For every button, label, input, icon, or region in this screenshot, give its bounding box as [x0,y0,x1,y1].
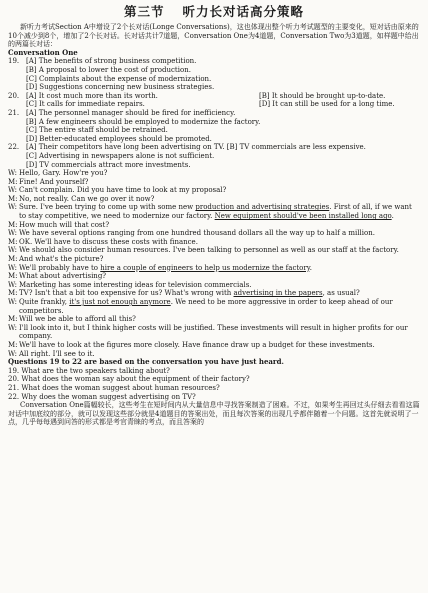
dialogue-line [8,264,420,273]
question-number [8,66,26,75]
option-text: [C] Advertising in newspapers alone is not sufficient. [26,151,215,160]
text-run: What about advertising? [19,272,107,281]
question-number [8,118,26,127]
text-run: No, not really. Can we go over it now? [19,194,155,203]
speaker-label: W: [8,246,17,255]
dialogue-text [19,221,420,230]
dialogue-line [8,341,420,350]
dialogue-line [8,203,420,220]
text-run: We should also consider human resources. I've been talking to personnel as well as our staff at the factory. [19,246,399,255]
question-number: 20. [8,91,20,100]
text-run: We'll have to look at the figures more closely. Have finance draw up a budget for these investments. [19,340,375,349]
speaker-label: M: [8,220,18,229]
question-block [8,92,420,109]
dialogue-text [19,324,420,341]
dialogue-text [19,229,420,238]
questions-heading: Questions 19 to 22 are based on the conversation you have just heard. [8,357,284,367]
section-name: 听力长对话高分策略 [182,4,305,19]
dialogue-line [8,255,420,264]
text-run: I'll look into it, but I think higher costs will be justified. These investments will result in higher profits for our company. [19,323,408,341]
option-text: [B] It should be brought up-to-date. [259,91,386,100]
dialogue-text [19,289,420,298]
question-block [8,109,420,143]
question-number [8,135,26,144]
text-run: Marketing has some interesting ideas for television commercials. [19,280,252,289]
option-line [8,75,420,84]
question-prompt: 19. What are the two speakers talking about? [8,366,170,375]
option-line [8,57,420,66]
option-text: [D] Better-educated employees should be promoted. [26,134,212,143]
speaker-label: M: [8,255,18,264]
dialogue [8,169,420,358]
text-run: Fine! And yourself? [19,177,89,186]
dialogue-text [19,281,420,290]
option-text: [B] A proposal to lower the cost of production. [26,65,191,74]
text-run: . We need to be more aggressive in order to keep ahead of our competitors. [19,298,393,315]
option-line [8,83,420,92]
text-run: Will we be able to afford all this? [19,315,136,324]
dialogue-text [19,255,420,264]
question-prompts [8,367,420,401]
dialogue-text [19,264,420,273]
question-number [8,161,26,170]
option-text: [A] The benefits of strong business competition. [26,57,197,66]
question-number [8,83,26,92]
question-number [8,152,26,161]
question-prompt: 20. What does the woman say about the equipment of their factory? [8,375,250,384]
speaker-label: M: [8,177,18,186]
text-run: OK. We'll have to discuss these costs with finance. [19,237,198,246]
option-text: [A] It cost much more than its worth. [26,91,158,100]
dialogue-line [8,186,420,195]
dialogue-line [8,281,420,290]
text-run: Sure. I've been trying to come up with some new [19,203,196,212]
text-run: Can't complain. Did you have time to look at my proposal? [19,186,227,195]
dialogue-text [19,195,420,204]
section-title [8,4,420,20]
text-run: And what's the picture? [19,255,104,264]
option-line [8,92,420,101]
dialogue-text [19,315,420,324]
option-line [8,100,420,109]
section-number: 第三节 [123,4,165,19]
option-line [8,152,420,161]
text-run: . [391,212,394,221]
dialogue-line [8,229,420,238]
dialogue-text [19,238,420,247]
speaker-label: W: [8,203,17,212]
speaker-label: W: [8,186,17,195]
question-block [8,57,420,91]
question-list [8,57,420,169]
analysis-paragraph: Conversation One篇幅较长，这些考生在短时间内从大量信息中寻找答案制造了困难。不过，如果考生再回过头仔细去看看这篇对话中加底纹的部分，就可以发现这些部分就是4道题目的答案出处，而且每次答案的出现几乎都伴随着一个问题。这首先就说明了一点，几乎每每遇到问答的形式都是考官青睐的考点，而且答案的 [8,401,420,427]
conversation-heading: Conversation One [8,47,78,57]
text-run: TV? Isn't that a bit too expensive for us? What's wrong with [19,289,234,298]
speaker-label: M: [8,289,18,298]
speaker-label: M: [8,315,18,324]
option-text: [C] It calls for immediate repairs. [26,100,145,109]
speaker-label: W: [8,263,17,272]
text-run: All right. I'll see to it. [19,349,95,358]
text-run: , as usual? [322,289,360,298]
dialogue-text [19,246,420,255]
speaker-label: M: [8,272,18,281]
text-run: . First of all, if we want to stay competitive, we need to modernize our factory. [19,203,412,221]
question-number [8,126,26,135]
underlined-answer: production and advertising strategies [195,203,330,212]
text-run: Hello, Gary. How're you? [19,169,108,178]
intro-paragraph: 新听力考试Section A中增设了2个长对话(Longe Conversations)，这也体现出整个听力考试题型的主要变化，短对话由原来的10个减少到8个，增加了2个长对话。长对话共计7道题，Conversation One为4道题，Conversation Two为3道题，如样题中给出的两篇长对话： [8,23,419,49]
speaker-label: W: [8,169,17,178]
speaker-label: W: [8,280,17,289]
dialogue-line [8,238,420,247]
text-run: Quite frankly, [19,298,70,306]
underlined-answer: hire a couple of engineers to help us modernize the factory [100,263,310,272]
underlined-answer: New equipment should've been installed long ago [214,212,392,221]
underlined-answer: advertising in the papers [233,289,323,298]
text-run: . [309,263,313,272]
text-run: How much will that cost? [19,220,110,229]
question-number [8,75,26,84]
option-line [8,135,420,144]
dialogue-text [19,341,420,350]
question-number: 22. [8,143,20,152]
question-number: 19. [8,57,20,66]
speaker-label: W: [8,229,17,238]
question-block [8,143,420,169]
dialogue-line [8,289,420,298]
question-prompt: 22. Why does the woman suggest advertising on TV? [8,392,196,401]
dialogue-line [8,246,420,255]
speaker-label: W: [8,298,17,306]
dialogue-text [19,169,420,178]
option-text: [D] It can still be used for a long time. [259,100,395,109]
text-run: We'll probably have to [19,263,101,272]
speaker-label: W: [8,323,17,332]
dialogue-line [8,272,420,281]
dialogue-text [19,298,420,315]
dialogue-line [8,298,420,315]
speaker-label: M: [8,237,18,246]
question-number [8,100,26,109]
option-line [8,126,420,135]
option-line [8,109,420,118]
dialogue-text [19,178,420,187]
option-line [8,66,420,75]
option-line [8,161,420,170]
dialogue-line [8,315,420,324]
dialogue-line [8,169,420,178]
option-text: [B] A few engineers should be employed to modernize the factory. [26,117,261,126]
option-pair [26,92,420,101]
text-run: We have several options ranging from one hundred thousand dollars all the way up to half a million. [19,229,375,238]
dialogue-text [19,272,420,281]
dialogue-text [19,203,420,220]
question-prompt: 21. What does the woman suggest about human resources? [8,383,220,392]
option-line [8,118,420,127]
dialogue-text [19,186,420,195]
option-text: [D] TV commercials attract more investments. [26,160,191,169]
speaker-label: W: [8,349,17,358]
dialogue-line [8,178,420,187]
underlined-answer: it's just not enough anymore [69,298,171,306]
option-text: [A] The personnel manager should be fired for inefficiency. [26,108,236,117]
dialogue-line [8,324,420,341]
dialogue-line [8,195,420,204]
option-pair [26,100,420,109]
option-text: [C] The entire staff should be retrained. [26,126,168,135]
question-number: 21. [8,108,20,117]
option-text: [C] Complaints about the expense of modernization. [26,74,212,83]
option-line [8,143,420,152]
dialogue-line [8,221,420,230]
option-text: [A] Their competitors have long been advertising on TV. [B] TV commercials are less expensive. [26,143,366,152]
speaker-label: M: [8,340,18,349]
speaker-label: M: [8,194,18,203]
option-text: [D] Suggestions concerning new business strategies. [26,83,215,92]
